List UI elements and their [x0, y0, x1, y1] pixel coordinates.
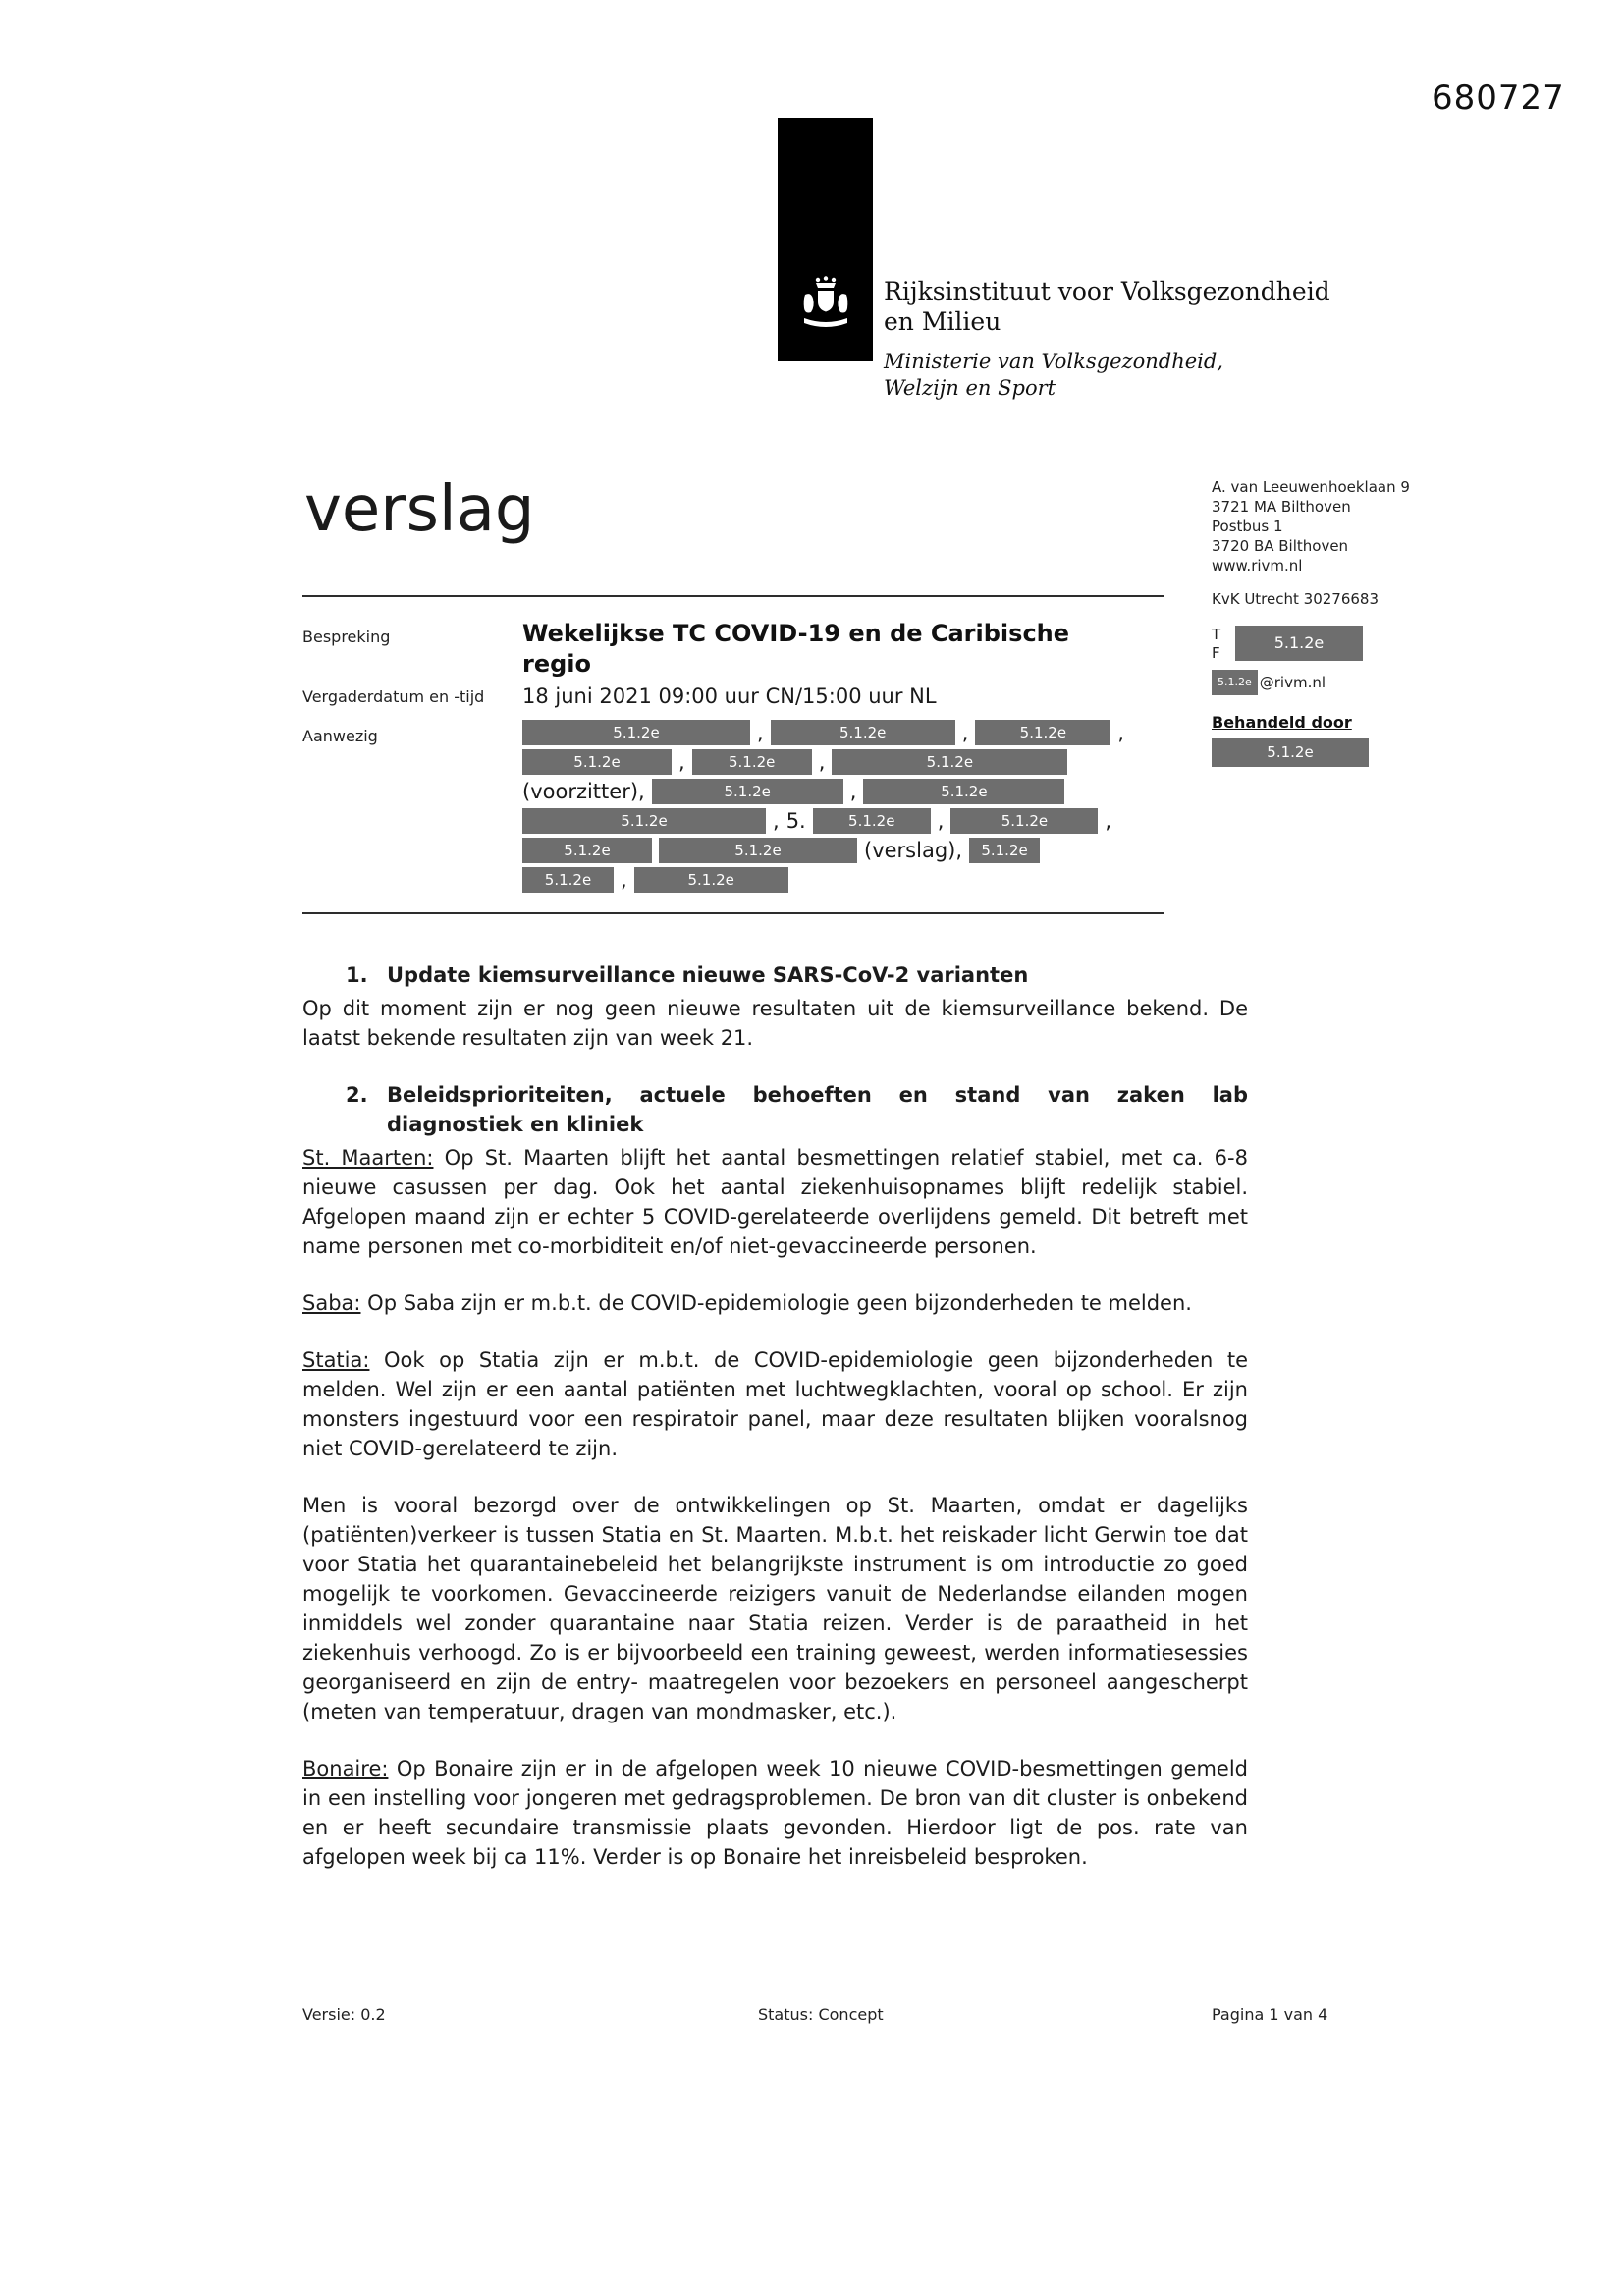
ministry-line2: Welzijn en Sport — [884, 376, 1056, 400]
attendee-text: (verslag), — [864, 839, 963, 862]
attendee-text: , — [937, 809, 945, 833]
redaction-box: 5.1.2e — [522, 808, 766, 834]
address-block — [1212, 477, 1526, 575]
phone-fax-block — [1212, 626, 1526, 663]
paragraph: Saba: Op Saba zijn er m.b.t. de COVID-epidemiologie geen bijzonderheden te melden. — [302, 1291, 1192, 1315]
attendee-row — [522, 838, 1151, 863]
paragraph-lead: St. Maarten: — [302, 1146, 434, 1170]
coat-of-arms-icon — [797, 275, 854, 340]
attendee-text: , — [1117, 721, 1125, 744]
attendee-text: , — [678, 750, 685, 774]
email-line — [1212, 670, 1526, 695]
email-suffix: @rivm.nl — [1259, 674, 1326, 691]
attendee-row — [522, 867, 1151, 893]
redaction-box: 5.1.2e — [522, 867, 614, 893]
aanwezig-label: Aanwezig — [302, 727, 378, 745]
section-heading — [346, 1080, 1248, 1139]
attendee-text: , — [961, 721, 969, 744]
redaction-box: 5.1.2e — [832, 749, 1067, 775]
rijksoverheid-logo-banner — [778, 118, 873, 361]
document-body — [302, 953, 1248, 1872]
redaction-box: 5.1.2e — [659, 838, 857, 863]
redaction-box: 5.1.2e — [813, 808, 931, 834]
redaction-box: 5.1.2e — [522, 720, 750, 745]
address-line: A. van Leeuwenhoeklaan 9 — [1212, 478, 1410, 496]
logo-text-block — [884, 276, 1330, 402]
attendee-text: 5. — [785, 809, 806, 833]
vergaderdatum-label: Vergaderdatum en -tijd — [302, 687, 485, 706]
meeting-title: Wekelijkse TC COVID-19 en de Caribische regio — [522, 620, 1070, 678]
attendee-text: , — [818, 750, 826, 774]
org-name-line2: en Milieu — [884, 307, 1001, 336]
paragraph: Men is vooral bezorgd over de ontwikkelingen op St. Maarten, omdat er dagelijks (patiënten)verkeer is tussen Statia en St. Maarten. M.b.t. het reiskader licht Gerwin toe dat voor Statia het quarantainebeleid het belangrijkste instrument is om introductie zo goed mogelijk te voorkomen. Gevaccineerde reizigers vanuit de Nederlandse eilanden mogen inmiddels wel zonder quarantaine naar Statia reizen. Verder is de paraatheid in het ziekenhuis verhoogd. Zo is er bijvoorbeeld een training geweest, werden informatiesessies georganiseerd en zijn de entry- maatregelen voor bezoekers en personeel aangescherpt (meten van temperatuur, dragen van mondmasker, etc.). — [302, 1494, 1248, 1723]
phone-label: T — [1212, 626, 1221, 643]
footer-page-number: Pagina 1 van 4 — [1212, 2005, 1328, 2024]
redaction-box: 5.1.2e — [692, 749, 812, 775]
redaction-box: 5.1.2e — [652, 779, 843, 804]
attendee-row — [522, 720, 1151, 745]
attendee-row — [522, 779, 1151, 804]
section-heading — [346, 960, 1248, 990]
attendee-row — [522, 749, 1151, 775]
redaction-box-handler: 5.1.2e — [1212, 738, 1369, 767]
address-line: Postbus 1 — [1212, 518, 1283, 535]
redaction-box: 5.1.2e — [863, 779, 1064, 804]
section-number: 2. — [346, 1083, 368, 1107]
footer-version: Versie: 0.2 — [302, 2005, 386, 2024]
redaction-box: 5.1.2e — [975, 720, 1110, 745]
bespreking-label: Bespreking — [302, 628, 391, 646]
redaction-box: 5.1.2e — [522, 838, 652, 863]
address-line: 3721 MA Bilthoven — [1212, 498, 1351, 516]
contact-column — [1212, 477, 1526, 767]
meeting-datetime: 18 juni 2021 09:00 uur CN/15:00 uur NL — [522, 684, 937, 708]
attendee-text: (voorzitter), — [522, 780, 645, 803]
page-title: verslag — [304, 473, 535, 546]
redaction-box: 5.1.2e — [771, 720, 955, 745]
section-title: Update kiemsurveillance nieuwe SARS-CoV-2 varianten — [387, 963, 1029, 987]
attendees-list — [522, 720, 1151, 897]
footer-status: Status: Concept — [758, 2005, 884, 2024]
document-number: 680727 — [1432, 79, 1565, 118]
attendee-text: , — [1105, 809, 1112, 833]
attendee-row — [522, 808, 1151, 834]
redaction-box: 5.1.2e — [950, 808, 1098, 834]
attendee-text: , — [757, 721, 764, 744]
address-line: www.rivm.nl — [1212, 557, 1303, 574]
attendee-text: , — [773, 809, 780, 833]
section-title: Beleidsprioriteiten, actuele behoeften en stand van zaken lab diagnostiek en kliniek — [387, 1083, 1248, 1136]
paragraph: Bonaire: Op Bonaire zijn er in de afgelopen week 10 nieuwe COVID-besmettingen gemeld in een instelling voor jongeren met gedragsproblemen. De bron van dit cluster is onbekend en er heeft secundaire transmissie plaats gevonden. Hierdoor ligt de pos. rate van afgelopen week bij ca 11%. Verder is op Bonaire het inreisbeleid besproken. — [302, 1757, 1248, 1869]
redaction-box: 5.1.2e — [634, 867, 788, 893]
ministry-line1: Ministerie van Volksgezondheid, — [884, 350, 1223, 373]
address-line: 3720 BA Bilthoven — [1212, 537, 1349, 555]
paragraph-lead: Saba: — [302, 1291, 361, 1315]
redaction-box-phone: 5.1.2e — [1235, 626, 1363, 661]
attendee-text: , — [849, 780, 857, 803]
handled-by-label: Behandeld door — [1212, 713, 1352, 732]
kvk-number: KvK Utrecht 30276683 — [1212, 590, 1379, 608]
redaction-box: 5.1.2e — [522, 749, 672, 775]
fax-label: F — [1212, 644, 1220, 662]
paragraph: St. Maarten: Op St. Maarten blijft het aantal besmettingen relatief stabiel, met ca. 6-8 nieuwe casussen per dag. Ook het aantal ziekenhuisopnames blijft redelijk stabiel. Afgelopen maand zijn er echter 5 COVID-gerelateerde overlijdens gemeld. Dit betreft met name personen met co-morbiditeit en/of niet-gevaccineerde personen. — [302, 1146, 1248, 1258]
paragraph-lead: Bonaire: — [302, 1757, 389, 1780]
paragraph: Statia: Ook op Statia zijn er m.b.t. de COVID-epidemiologie geen bijzonderheden te melden. Wel zijn er een aantal patiënten met luchtwegklachten, vooral op school. Er zijn monsters ingestuurd voor een respiratoir panel, maar deze resultaten blijken vooralsnog niet COVID-gerelateerd te zijn. — [302, 1348, 1248, 1460]
paragraph: Op dit moment zijn er nog geen nieuwe resultaten uit de kiemsurveillance bekend. De laatst bekende resultaten zijn van week 21. — [302, 997, 1248, 1050]
redaction-box: 5.1.2e — [969, 838, 1040, 863]
section-number: 1. — [346, 963, 368, 987]
org-name-line1: Rijksinstituut voor Volksgezondheid — [884, 277, 1330, 305]
divider-meta — [302, 912, 1164, 914]
divider-top — [302, 595, 1164, 597]
redaction-box-email: 5.1.2e — [1212, 670, 1258, 695]
paragraph-lead: Statia: — [302, 1348, 370, 1372]
attendee-text: , — [621, 868, 627, 892]
